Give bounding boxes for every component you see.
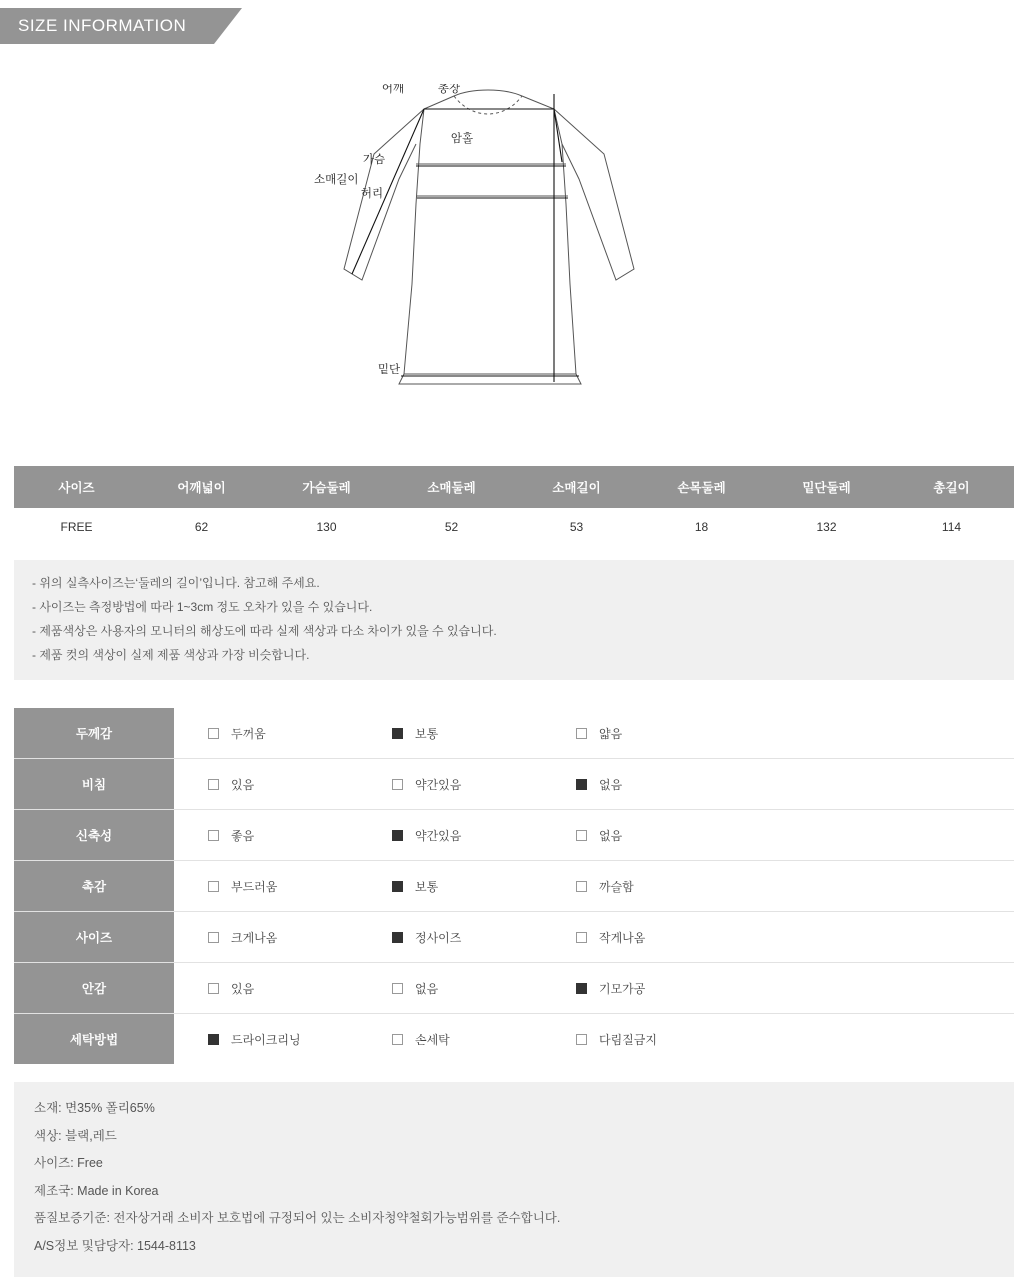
size-table-header-cell: 손목둘레	[639, 466, 764, 508]
page-title: SIZE INFORMATION	[18, 16, 187, 35]
attribute-option[interactable]	[392, 878, 542, 895]
checkbox-icon[interactable]	[392, 983, 403, 994]
attribute-option-label: 드라이크리닝	[231, 1032, 301, 1047]
header-bar-tail-shape	[214, 8, 242, 44]
checkbox-icon[interactable]	[208, 983, 219, 994]
checkbox-icon[interactable]	[208, 881, 219, 892]
attribute-option-label: 있음	[231, 777, 255, 792]
size-table-header-cell: 소매길이	[514, 466, 639, 508]
attribute-option-label: 좋음	[231, 828, 255, 843]
checkbox-icon[interactable]	[392, 1034, 403, 1045]
attribute-option-label: 보통	[415, 726, 439, 741]
attribute-option-label: 약간있음	[415, 828, 462, 843]
checkbox-icon[interactable]	[576, 779, 587, 790]
size-table-cell: 132	[764, 508, 889, 546]
product-info-line: 제조국: Made in Korea	[34, 1183, 159, 1198]
attribute-option-label: 있음	[231, 981, 255, 996]
attribute-row-transparency	[14, 759, 1014, 810]
attribute-option-label: 정사이즈	[415, 930, 462, 945]
size-table-cell: 114	[889, 508, 1014, 546]
size-table-header-cell: 사이즈	[14, 466, 139, 508]
attribute-option-label: 기모가공	[599, 981, 646, 996]
attribute-option-label: 보통	[415, 879, 439, 894]
note-line: - 제품 컷의 색상이 실제 제품 색상과 가장 비슷합니다.	[32, 648, 310, 662]
attribute-option-label: 두꺼움	[231, 726, 266, 741]
attribute-label: 비침	[14, 759, 174, 810]
size-table-header-cell: 소매둘레	[389, 466, 514, 508]
attribute-option-label: 까슬함	[599, 879, 634, 894]
attribute-option[interactable]	[576, 1031, 726, 1048]
attribute-option[interactable]	[576, 929, 726, 946]
size-table-header-cell: 가슴둘레	[264, 466, 389, 508]
checkbox-icon[interactable]	[208, 1034, 219, 1045]
attribute-option-label: 작게나옴	[599, 930, 646, 945]
attribute-option[interactable]	[392, 725, 542, 742]
attribute-row-lining	[14, 963, 1014, 1014]
attribute-option[interactable]	[576, 725, 726, 742]
checkbox-icon[interactable]	[576, 983, 587, 994]
product-info-line: 품질보증기준: 전자상거래 소비자 보호법에 규정되어 있는 소비자청약철회가능범위를 준수합니다.	[34, 1211, 561, 1225]
diagram-label-waist: 허리	[360, 188, 384, 200]
attribute-option[interactable]	[208, 929, 358, 946]
checkbox-icon[interactable]	[208, 779, 219, 790]
attribute-option[interactable]	[208, 776, 358, 793]
size-table-cell: 18	[639, 508, 764, 546]
attribute-option[interactable]	[576, 878, 726, 895]
diagram-label-shoulder: 어깨	[381, 84, 405, 95]
attribute-option-label: 없음	[415, 981, 439, 996]
diagram-label-chest: 가슴	[362, 154, 386, 166]
fabric-attribute-table	[14, 708, 1014, 1064]
size-table-header-row	[14, 466, 1014, 508]
attribute-label: 세탁방법	[14, 1014, 174, 1065]
section-header	[0, 8, 1028, 44]
size-table-cell: FREE	[14, 508, 139, 546]
attribute-option[interactable]	[392, 776, 542, 793]
product-info-line: 소재: 면35% 폴리65%	[34, 1101, 155, 1115]
checkbox-icon[interactable]	[208, 932, 219, 943]
product-info-line: 사이즈: Free	[34, 1156, 103, 1170]
attribute-option-label: 크게나옴	[231, 930, 278, 945]
attribute-option-label: 얇음	[599, 726, 623, 741]
size-notes	[14, 560, 1014, 680]
checkbox-icon[interactable]	[208, 728, 219, 739]
attribute-row-thickness	[14, 708, 1014, 759]
attribute-label: 촉감	[14, 861, 174, 912]
note-line: - 제품색상은 사용자의 모니터의 해상도에 따라 실제 색상과 다소 차이가 있을 수 있습니다.	[32, 624, 497, 638]
attribute-option-label: 없음	[599, 777, 623, 792]
attribute-label: 사이즈	[14, 912, 174, 963]
attribute-option-label: 약간있음	[415, 777, 462, 792]
product-info-panel	[14, 1082, 1014, 1277]
attribute-option-label: 다림질금지	[599, 1032, 657, 1047]
size-table-cell: 53	[514, 508, 639, 546]
attribute-option[interactable]	[392, 929, 542, 946]
size-table-cell: 130	[264, 508, 389, 546]
note-line: - 위의 실측사이즈는‘둘레의 길이’입니다. 참고해 주세요.	[32, 576, 320, 590]
size-measurement-table	[14, 466, 1014, 546]
size-table-cell: 52	[389, 508, 514, 546]
attribute-option[interactable]	[392, 980, 542, 997]
diagram-label-hem: 밑단	[377, 364, 401, 376]
attribute-row-washing	[14, 1014, 1014, 1065]
checkbox-icon[interactable]	[392, 932, 403, 943]
diagram-label-sleeve-length: 소매길이	[314, 174, 359, 186]
checkbox-icon[interactable]	[392, 779, 403, 790]
attribute-option[interactable]	[392, 827, 542, 844]
checkbox-icon[interactable]	[576, 881, 587, 892]
product-info-line: 색상: 블랙,레드	[34, 1128, 117, 1143]
size-table-header-cell: 어깨넓이	[139, 466, 264, 508]
size-table-header-cell: 밑단둘레	[764, 466, 889, 508]
size-table-header-cell: 총길이	[889, 466, 1014, 508]
attribute-option-label: 없음	[599, 828, 623, 843]
garment-diagram	[0, 44, 1028, 444]
attribute-option[interactable]	[208, 878, 358, 895]
checkbox-icon[interactable]	[392, 728, 403, 739]
attribute-option-label: 부드러움	[231, 879, 278, 894]
size-table-cell: 62	[139, 508, 264, 546]
checkbox-icon[interactable]	[576, 932, 587, 943]
attribute-option[interactable]	[208, 980, 358, 997]
checkbox-icon[interactable]	[208, 830, 219, 841]
attribute-label: 두께감	[14, 708, 174, 759]
product-info-line: A/S정보 및담당자: 1544-8113	[34, 1238, 196, 1253]
attribute-option[interactable]	[208, 1031, 358, 1048]
attribute-option[interactable]	[208, 827, 358, 844]
checkbox-icon[interactable]	[576, 728, 587, 739]
attribute-label: 안감	[14, 963, 174, 1014]
attribute-option[interactable]	[576, 827, 726, 844]
attribute-option[interactable]	[576, 776, 726, 793]
attribute-label: 신축성	[14, 810, 174, 861]
attribute-option[interactable]	[208, 725, 358, 742]
checkbox-icon[interactable]	[576, 830, 587, 841]
table-row	[14, 508, 1014, 546]
attribute-row-texture	[14, 861, 1014, 912]
attribute-row-elasticity	[14, 810, 1014, 861]
attribute-option[interactable]	[576, 980, 726, 997]
diagram-label-armhole: 암홀	[450, 133, 474, 145]
attribute-option[interactable]	[392, 1031, 542, 1048]
diagram-label-total-length: 총장	[437, 84, 461, 95]
note-line: - 사이즈는 측정방법에 따라 1~3cm 정도 오차가 있을 수 있습니다.	[32, 600, 373, 614]
attribute-option-label: 손세탁	[415, 1032, 450, 1047]
checkbox-icon[interactable]	[576, 1034, 587, 1045]
checkbox-icon[interactable]	[392, 830, 403, 841]
checkbox-icon[interactable]	[392, 881, 403, 892]
dress-measurement-illustration	[304, 84, 724, 414]
attribute-row-size	[14, 912, 1014, 963]
